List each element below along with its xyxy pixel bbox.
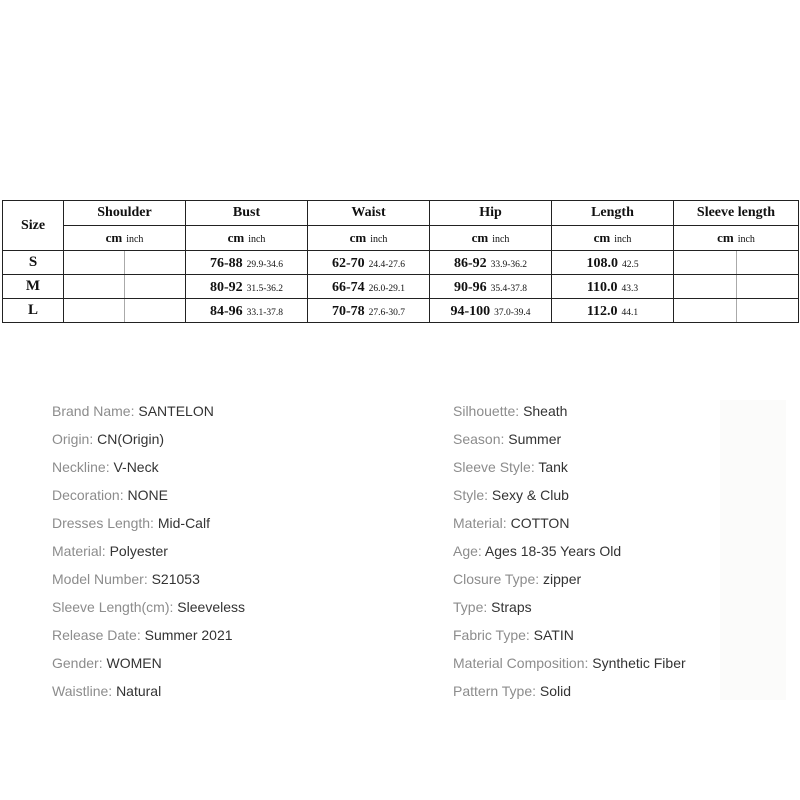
unit-cm-label: cm — [593, 230, 611, 245]
spec-item — [453, 453, 686, 481]
length-cm: 112.0 — [586, 303, 618, 319]
unit-cell — [430, 226, 552, 251]
bust-cm: 84-96 — [209, 303, 243, 319]
length-cm: 108.0 — [586, 255, 618, 271]
length-cell — [552, 299, 674, 323]
spec-label: Sleeve Style: — [453, 459, 539, 475]
bust-cm: 76-88 — [209, 255, 243, 271]
spec-value: Solid — [539, 683, 572, 699]
unit-cell — [674, 226, 799, 251]
spec-label: Decoration: — [52, 487, 128, 503]
unit-cell — [186, 226, 308, 251]
waist-cell — [308, 275, 430, 299]
spec-value: COTTON — [510, 515, 570, 531]
size-header: Size — [3, 201, 64, 251]
hip-cell — [430, 251, 552, 275]
spec-label: Closure Type: — [453, 571, 544, 587]
unit-cell — [64, 226, 186, 251]
spec-label: Gender: — [52, 655, 107, 671]
spec-label: Silhouette: — [453, 403, 524, 419]
spec-label: Origin: — [52, 431, 98, 447]
unit-cell — [552, 226, 674, 251]
spec-item — [453, 649, 686, 677]
hip-cell — [430, 299, 552, 323]
spec-value: CN(Origin) — [97, 431, 165, 447]
unit-inch-label: inch — [492, 234, 510, 245]
spec-value: Synthetic Fiber — [592, 655, 686, 671]
hip-inch: 37.0-39.4 — [494, 307, 531, 318]
sleeve-cell — [674, 275, 799, 299]
spec-item — [453, 677, 686, 705]
size-chart-table — [2, 200, 799, 323]
length-inch: 44.1 — [621, 307, 639, 318]
spec-label: Brand Name: — [52, 403, 139, 419]
unit-cm-label: cm — [471, 230, 489, 245]
waist-cm: 66-74 — [331, 279, 365, 295]
unit-cell — [308, 226, 430, 251]
size-row — [3, 275, 799, 299]
hip-cm: 90-96 — [453, 279, 487, 295]
column-header-hip: Hip — [430, 201, 552, 226]
unit-inch-label: inch — [370, 234, 388, 245]
bust-inch: 33.1-37.8 — [246, 307, 284, 318]
bust-inch: 29.9-34.6 — [246, 259, 284, 270]
size-row — [3, 299, 799, 323]
background-panel — [720, 400, 786, 700]
waist-cell — [308, 251, 430, 275]
spec-label: Season: — [453, 431, 509, 447]
spec-label: Type: — [453, 599, 492, 615]
spec-item — [453, 397, 686, 425]
spec-item — [453, 481, 686, 509]
spec-value: SATIN — [533, 627, 574, 643]
spec-value: Natural — [116, 683, 162, 699]
spec-item — [52, 453, 245, 481]
length-cm: 110.0 — [586, 279, 618, 295]
spec-label: Release Date: — [52, 627, 145, 643]
spec-value: Straps — [491, 599, 532, 615]
spec-item — [453, 425, 686, 453]
hip-cm: 94-100 — [450, 303, 491, 319]
length-inch: 42.5 — [621, 259, 639, 270]
spec-item — [52, 593, 245, 621]
spec-label: Material: — [52, 543, 110, 559]
spec-value: Summer — [508, 431, 562, 447]
spec-item — [52, 509, 245, 537]
unit-inch-label: inch — [737, 234, 755, 245]
spec-label: Dresses Length: — [52, 515, 158, 531]
spec-item — [453, 537, 686, 565]
waist-inch: 26.0-29.1 — [368, 283, 406, 294]
spec-label: Neckline: — [52, 459, 114, 475]
bust-cell — [186, 275, 308, 299]
spec-label: Pattern Type: — [453, 683, 540, 699]
spec-item — [453, 565, 686, 593]
hip-cell — [430, 275, 552, 299]
spec-value: Sexy & Club — [491, 487, 569, 503]
waist-cm: 62-70 — [331, 255, 365, 271]
unit-cm-label: cm — [227, 230, 245, 245]
waist-cm: 70-78 — [331, 303, 365, 319]
waist-inch: 24.4-27.6 — [368, 259, 406, 270]
unit-row — [3, 226, 799, 251]
spec-value: WOMEN — [106, 655, 162, 671]
bust-inch: 31.5-36.2 — [246, 283, 284, 294]
spec-label: Fabric Type: — [453, 627, 534, 643]
spec-item — [52, 677, 245, 705]
size-label: L — [3, 299, 64, 323]
spec-item — [52, 621, 245, 649]
spec-label: Material Composition: — [453, 655, 593, 671]
column-header-bust: Bust — [186, 201, 308, 226]
length-cell — [552, 251, 674, 275]
specs-list-left — [52, 397, 245, 705]
spec-item — [52, 537, 245, 565]
spec-label: Style: — [453, 487, 492, 503]
unit-cm-label: cm — [105, 230, 123, 245]
size-label: S — [3, 251, 64, 275]
spec-label: Sleeve Length(cm): — [52, 599, 178, 615]
spec-value: zipper — [543, 571, 582, 587]
bust-cell — [186, 299, 308, 323]
bust-cm: 80-92 — [209, 279, 243, 295]
spec-item — [52, 649, 245, 677]
waist-inch: 27.6-30.7 — [368, 307, 406, 318]
spec-item — [52, 425, 245, 453]
spec-label: Waistline: — [52, 683, 117, 699]
hip-inch: 33.9-36.2 — [490, 259, 528, 270]
spec-label: Age: — [453, 543, 485, 559]
spec-value: Sleeveless — [177, 599, 245, 615]
size-label: M — [3, 275, 64, 299]
hip-inch: 35.4-37.8 — [490, 283, 528, 294]
length-cell — [552, 275, 674, 299]
unit-inch-label: inch — [126, 234, 144, 245]
column-header-shoulder: Shoulder — [64, 201, 186, 226]
shoulder-cell — [64, 275, 186, 299]
spec-item — [453, 621, 686, 649]
shoulder-cell — [64, 251, 186, 275]
sleeve-cell — [674, 299, 799, 323]
sleeve-cell — [674, 251, 799, 275]
spec-item — [453, 593, 686, 621]
specs-list-right — [453, 397, 686, 705]
hip-cm: 86-92 — [453, 255, 487, 271]
spec-value: NONE — [127, 487, 168, 503]
shoulder-cell — [64, 299, 186, 323]
spec-value: Polyester — [109, 543, 168, 559]
spec-item — [52, 397, 245, 425]
spec-item — [453, 509, 686, 537]
spec-value: Summer 2021 — [144, 627, 233, 643]
length-inch: 43.3 — [621, 283, 639, 294]
column-header-length: Length — [552, 201, 674, 226]
spec-value: Mid-Calf — [157, 515, 210, 531]
spec-value: SANTELON — [138, 403, 214, 419]
bust-cell — [186, 251, 308, 275]
unit-inch-label: inch — [614, 234, 632, 245]
unit-inch-label: inch — [248, 234, 266, 245]
waist-cell — [308, 299, 430, 323]
column-header-waist: Waist — [308, 201, 430, 226]
column-header-sleeve-length: Sleeve length — [674, 201, 799, 226]
spec-value: Tank — [538, 459, 568, 475]
spec-value: S21053 — [151, 571, 200, 587]
spec-value: Ages 18-35 Years Old — [484, 543, 622, 559]
unit-cm-label: cm — [717, 230, 734, 245]
spec-item — [52, 481, 245, 509]
spec-label: Material: — [453, 515, 511, 531]
size-row — [3, 251, 799, 275]
spec-value: Sheath — [523, 403, 568, 419]
size-chart-header-row — [3, 201, 799, 226]
spec-label: Model Number: — [52, 571, 152, 587]
spec-item — [52, 565, 245, 593]
spec-value: V-Neck — [113, 459, 159, 475]
unit-cm-label: cm — [349, 230, 367, 245]
